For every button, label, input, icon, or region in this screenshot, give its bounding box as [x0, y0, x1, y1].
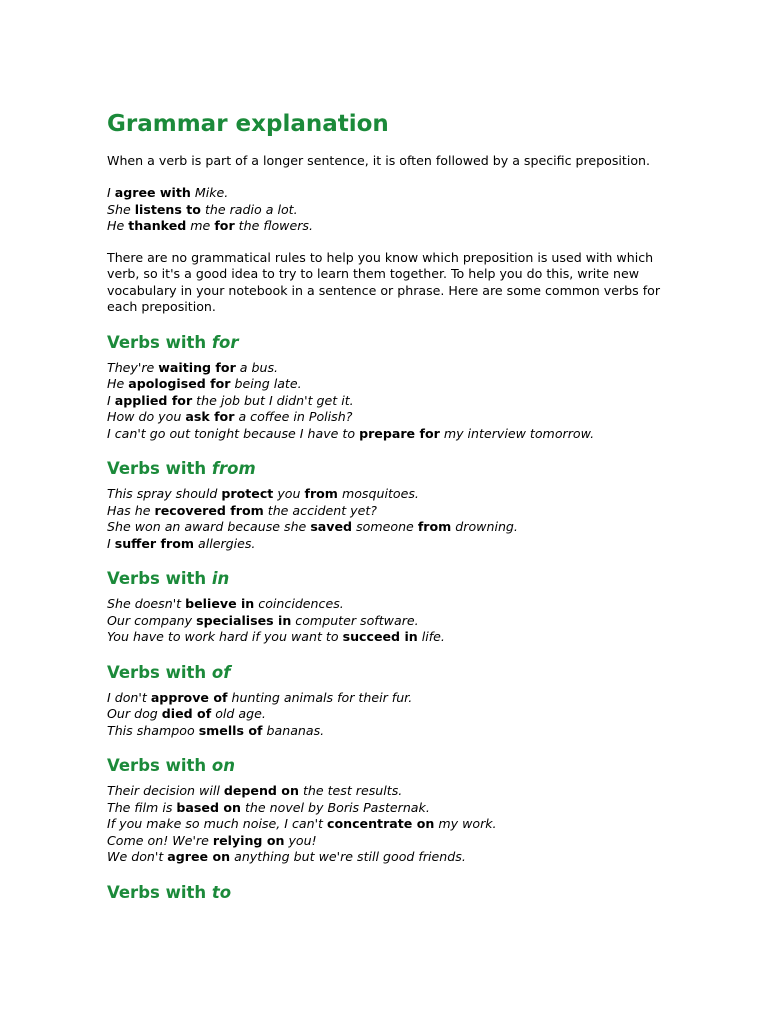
verb-phrase: approve of — [150, 689, 228, 705]
page-title: Grammar explanation — [107, 111, 389, 137]
example-sentence: Our dog died of old age. — [107, 706, 266, 722]
verb-phrase: from — [417, 519, 452, 535]
verb-phrase: agree with — [114, 185, 191, 201]
verb-phrase: depend on — [223, 783, 299, 799]
verb-phrase: protect — [221, 486, 274, 502]
example-sentence: This shampoo smells of bananas. — [107, 722, 325, 738]
verb-phrase: ask for — [185, 409, 235, 425]
verb-phrase: agree on — [167, 849, 231, 865]
section-heading-of: Verbs with of — [107, 662, 231, 682]
section-heading-for: Verbs with for — [107, 332, 239, 352]
verb-phrase: waiting for — [158, 359, 236, 375]
example-sentence: The film is based on the novel by Boris Pasternak. — [107, 799, 430, 815]
preposition-sections — [107, 332, 667, 904]
verb-phrase: applied for — [114, 392, 193, 408]
document-page — [107, 108, 667, 910]
verb-phrase: smells of — [198, 722, 263, 738]
section-heading-from: Verbs with from — [107, 459, 256, 479]
verb-phrase: concentrate on — [327, 816, 435, 832]
example-sentence: You have to work hard if you want to succeed in life. — [107, 629, 445, 645]
section-preposition: in — [211, 569, 230, 589]
section-preposition: from — [211, 459, 256, 479]
example-sentence: I don't approve of hunting animals for their fur. — [107, 689, 413, 705]
verb-phrase: succeed in — [342, 629, 418, 645]
section-preposition: for — [211, 332, 239, 352]
example-sentence: She doesn't believe in coincidences. — [107, 596, 344, 612]
example-sentence: I suffer from allergies. — [107, 535, 256, 551]
intro-paragraph: When a verb is part of a longer sentence, it is often followed by a specific preposition. — [107, 153, 651, 168]
example-sentence: If you make so much noise, I can't concentrate on my work. — [107, 816, 497, 832]
section-preposition: of — [211, 662, 231, 682]
verb-phrase: thanked — [128, 218, 187, 234]
verb-phrase: listens to — [134, 201, 201, 217]
example-sentence: I applied for the job but I didn't get it. — [107, 392, 354, 408]
example-sentence: She listens to the radio a lot. — [107, 201, 298, 217]
verb-phrase: saved — [310, 519, 353, 535]
section-examples-for — [107, 360, 667, 443]
example-sentence: Our company specialises in computer software. — [107, 612, 419, 628]
example-sentence: He apologised for being late. — [107, 376, 302, 392]
verb-phrase: from — [304, 486, 338, 502]
verb-phrase: prepare for — [359, 425, 440, 441]
example-sentence: Has he recovered from the accident yet? — [107, 502, 377, 518]
example-sentence: How do you ask for a coffee in Polish? — [107, 409, 353, 425]
rules-paragraph: There are no grammatical rules to help you know which preposition is used with which verb, so it's a good idea to try to learn them together. To help you do this, write new vocabulary in your notebook in a sentence or phrase. Here are some common verbs for each preposition. — [107, 249, 661, 315]
example-sentence: Come on! We're relying on you! — [107, 832, 317, 848]
verb-phrase: suffer from — [114, 535, 194, 551]
section-preposition: on — [211, 756, 235, 776]
example-sentence: She won an award because she saved someone from drowning. — [107, 519, 518, 535]
example-sentence: He thanked me for the flowers. — [107, 218, 313, 234]
verb-phrase: specialises in — [196, 612, 292, 628]
section-examples-on — [107, 783, 667, 866]
example-sentence: They're waiting for a bus. — [107, 359, 279, 375]
section-heading-in: Verbs with in — [107, 569, 230, 589]
verb-phrase: died of — [161, 706, 212, 722]
section-heading-on: Verbs with on — [107, 756, 235, 776]
verb-phrase: believe in — [185, 596, 255, 612]
section-examples-from — [107, 486, 667, 552]
intro-examples — [107, 185, 667, 235]
example-sentence: I agree with Mike. — [107, 185, 229, 201]
example-sentence: Their decision will depend on the test results. — [107, 783, 403, 799]
verb-phrase: apologised for — [128, 376, 231, 392]
example-sentence: We don't agree on anything but we're still good friends. — [107, 849, 466, 865]
example-sentence: I can't go out tonight because I have to prepare for my interview tomorrow. — [107, 425, 595, 441]
example-sentence: This spray should protect you from mosquitoes. — [107, 486, 419, 502]
section-examples-of — [107, 690, 667, 740]
verb-phrase: recovered from — [154, 502, 264, 518]
verb-phrase: for — [214, 218, 235, 234]
verb-phrase: based on — [176, 799, 241, 815]
verb-phrase: relying on — [212, 832, 285, 848]
section-heading-to: Verbs with to — [107, 882, 232, 902]
section-examples-in — [107, 596, 667, 646]
section-preposition: to — [211, 882, 232, 902]
